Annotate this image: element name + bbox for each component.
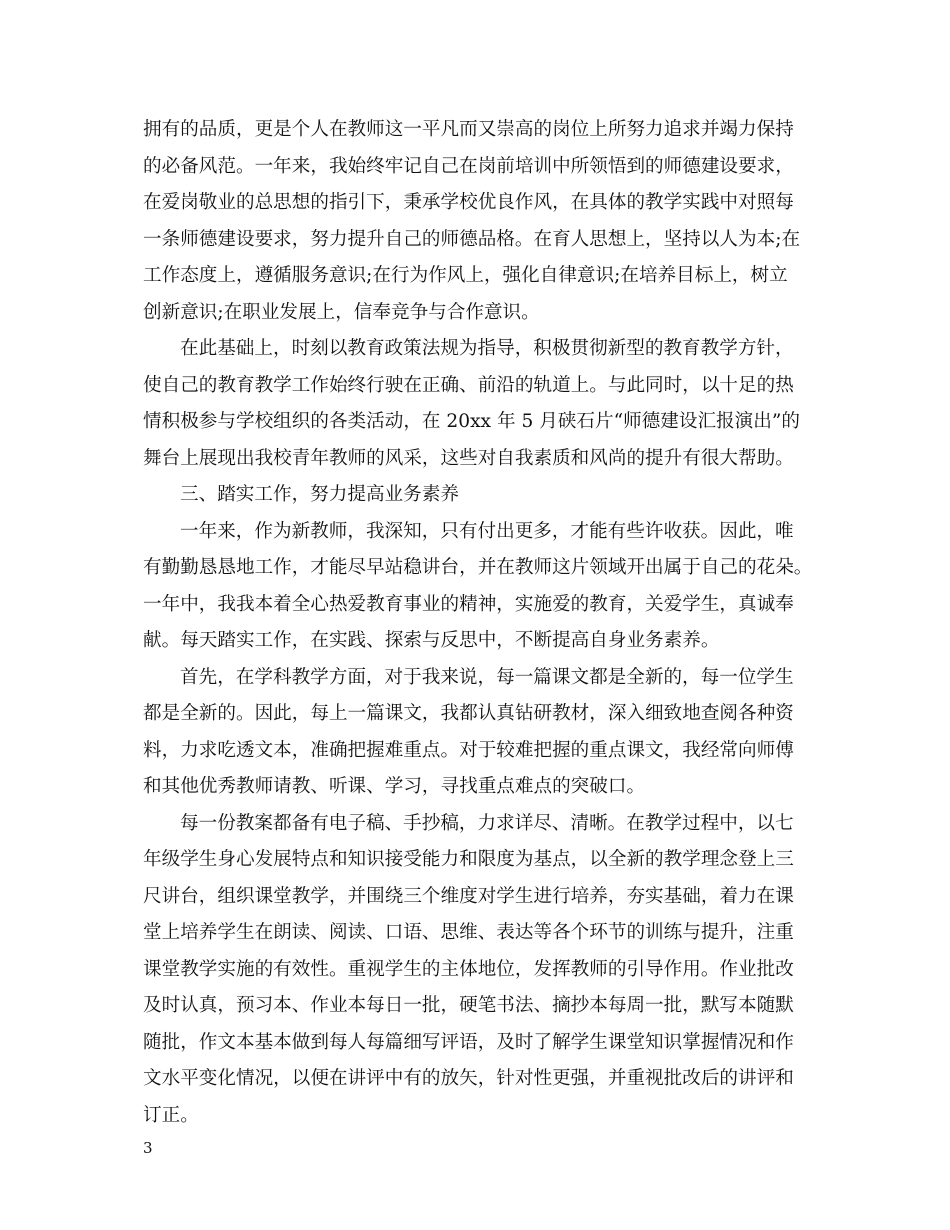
text-line: 堂上培养学生在朗读、阅读、口语、思维、表达等各个环节的训练与提升，注重 [143, 922, 794, 943]
text-line: 都是全新的。因此，每上一篇课文，我都认真钻研教材，深入细致地查阅各种资 [143, 703, 794, 724]
text-line: 使自己的教育教学工作始终行驶在正确、前沿的轨道上。与此同时，以十足的热 [143, 374, 794, 396]
text-line: 创新意识;在职业发展上，信奉竞争与合作意识。 [143, 301, 540, 323]
text-line: 每一份教案都备有电子稿、手抄稿，力求详尽、清晰。在教学过程中，以七 [180, 812, 794, 834]
text-line: 及时认真，预习本、作业本每日一批，硬笔书法、摘抄本每周一批，默写本随默 [143, 995, 794, 1016]
text-line: 在此基础上，时刻以教育政策法规为指导，积极贯彻新型的教育教学方针， [180, 338, 794, 359]
text-line: 和其他优秀教师请教、听课、学习，寻找重点难点的突破口。 [143, 776, 646, 797]
text-line: 有勤勤恳恳地工作，才能尽早站稳讲台，并在教师这片领域开出属于自己的花朵。 [143, 557, 813, 578]
text-line: 一年中，我我本着全心热爱教育事业的精神，实施爱的教育，关爱学生，真诚奉 [143, 593, 794, 615]
text-line: 首先，在学科教学方面，对于我来说，每一篇课文都是全新的，每一位学生 [180, 666, 794, 688]
text-line: 拥有的品质，更是个人在教师这一平凡而又崇高的岗位上所努力追求并竭力保持 [143, 119, 794, 140]
text-line: 尺讲台，组织课堂教学，并围绕三个维度对学生进行培养，夯实基础，着力在课 [143, 885, 794, 907]
text-line: 年级学生身心发展特点和知识接受能力和限度为基点，以全新的教学理念登上三 [143, 849, 794, 870]
text-line: 舞台上展现出我校青年教师的风采，这些对自我素质和风尚的提升有很大帮助。 [143, 447, 794, 469]
text-line: 的必备风范。一年来，我始终牢记自己在岗前培训中所领悟到的师德建设要求， [143, 155, 794, 177]
text-line: 一条师德建设要求，努力提升自己的师德品格。在育人思想上，坚持以人为本;在 [143, 228, 801, 250]
text-line: 三、踏实工作，努力提高业务素养 [180, 484, 459, 505]
text-line: 随批，作文本基本做到每人每篇细写评语，及时了解学生课堂知识掌握情况和作 [143, 1031, 794, 1053]
text-line: 订正。 [143, 1104, 199, 1126]
text-line: 一年来，作为新教师，我深知，只有付出更多，才能有些许收获。因此，唯 [180, 520, 794, 542]
document-body [143, 112, 815, 1134]
page-number: 3 [143, 1139, 153, 1157]
text-line: 文水平变化情况，以便在讲评中有的放矢，针对性更强，并重视批改后的讲评和 [143, 1068, 794, 1089]
text-line: 课堂教学实施的有效性。重视学生的主体地位，发挥教师的引导作用。作业批改 [143, 958, 794, 980]
text-line: 料，力求吃透文本，准确把握难重点。对于较难把握的重点课文，我经常向师傅 [143, 739, 794, 761]
text-line: 工作态度上，遵循服务意识;在行为作风上，强化自律意识;在培养目标上，树立 [143, 265, 788, 286]
text-line: 情积极参与学校组织的各类活动，在 20xx 年 5 月硖石片“师德建设汇报演出”的 [143, 411, 800, 432]
text-line: 献。每天踏实工作，在实践、探索与反思中，不断提高自身业务素养。 [143, 630, 720, 651]
text-line: 在爱岗敬业的总思想的指引下，秉承学校优良作风，在具体的教学实践中对照每 [143, 192, 794, 213]
